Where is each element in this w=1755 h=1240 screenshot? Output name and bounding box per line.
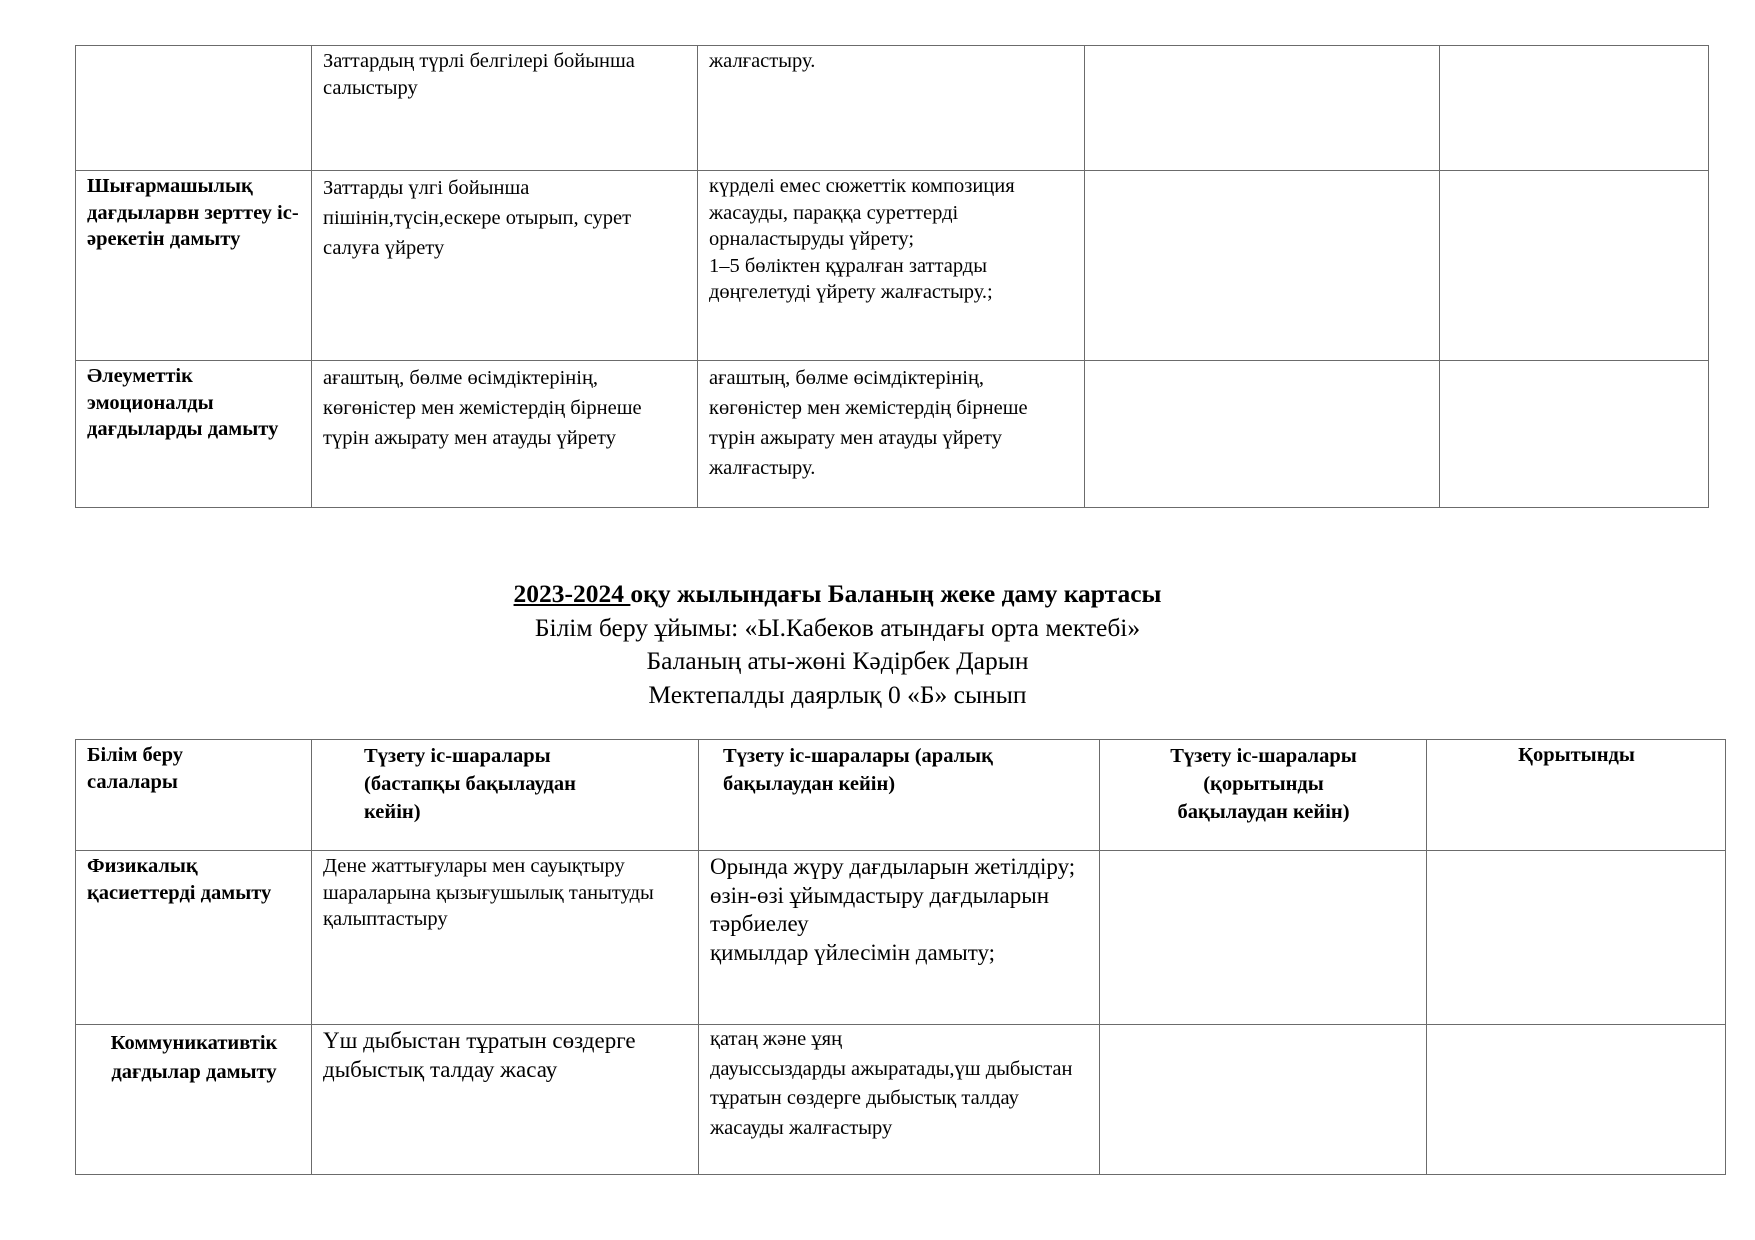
title-text: оқу жылындағы Баланың жеке даму картасы [630, 579, 1162, 608]
final-measures-cell [1085, 46, 1440, 171]
table-row [76, 1025, 1726, 1175]
document-title [0, 577, 1675, 611]
table-row [76, 851, 1726, 1025]
interim-measures-cell: күрделі емес сюжеттік композиция жасауды, параққа суреттерді орналастыруды үйрету; 1–5 бөліктен құралған заттарды дөңгелетуді үйрету жалғастыру.; [698, 171, 1085, 361]
document-title-block [0, 577, 1675, 711]
academic-year: 2023-2024 [513, 579, 631, 608]
initial-measures-cell: Заттарды үлгі бойынша пішінін,түсін,ескере отырып, сурет салуға үйрету [312, 171, 698, 361]
child-name-line: Баланың аты-жөні Кәдірбек Дарын [646, 646, 1029, 675]
header-initial-measures: Түзету іс-шаралары (бастапқы бақылаудан кейін) [312, 740, 699, 851]
final-measures-cell [1085, 361, 1440, 508]
class-line: Мектепалды даярлық 0 «Б» сынып [648, 679, 1027, 709]
area-cell: Коммуникативтік дағдылар дамыту [76, 1025, 312, 1175]
conclusion-cell [1440, 171, 1709, 361]
header-conclusion: Қорытынды [1427, 740, 1726, 851]
area-cell: Шығармашылық дағдыларвн зерттеу іс-әрекетін дамыту [76, 171, 312, 361]
header-area: Білім беру салалары [76, 740, 312, 851]
interim-measures-cell: қатаң және ұяң дауыссыздарды ажыратады,үш дыбыстан тұратын сөздерге дыбыстық талдау жасауды жалғастыру [699, 1025, 1100, 1175]
organization-line: Білім беру ұйымы: «Ы.Кабеков атындағы орта мектебі» [534, 612, 1141, 642]
header-interim-measures: Түзету іс-шаралары (аралық бақылаудан кейін) [699, 740, 1100, 851]
area-cell: Физикалық қасиеттерді дамыту [76, 851, 312, 1025]
initial-measures-cell: Үш дыбыстан тұратын сөздерге дыбыстық талдау жасау [312, 1025, 699, 1175]
area-cell: Әлеуметтік эмоционалды дағдыларды дамыту [76, 361, 312, 508]
initial-measures-cell: ағаштың, бөлме өсімдіктерінің, көгөністер мен жемістердің бірнеше түрін ажырату мен атауды үйрету [312, 361, 698, 508]
table-row [76, 171, 1709, 361]
interim-measures-cell: жалғастыру. [698, 46, 1085, 171]
table-row [76, 46, 1709, 171]
conclusion-cell [1440, 46, 1709, 171]
area-cell [76, 46, 312, 171]
conclusion-cell [1440, 361, 1709, 508]
initial-measures-cell: Дене жаттығулары мен сауықтыру шараларына қызығушылық танытуды қалыптастыру [312, 851, 699, 1025]
table-header-row [76, 740, 1726, 851]
final-measures-cell [1100, 1025, 1427, 1175]
final-measures-cell [1100, 851, 1427, 1025]
initial-measures-cell: Заттардың түрлі белгілері бойынша салыстыру [312, 46, 698, 171]
development-table-continued [75, 45, 1709, 508]
development-card-table [75, 739, 1726, 1175]
interim-measures-cell: Орында жүру дағдыларын жетілдіру; өзін-өзі ұйымдастыру дағдыларын тәрбиелеу қимылдар үйлесімін дамыту; [699, 851, 1100, 1025]
final-measures-cell [1085, 171, 1440, 361]
conclusion-cell [1427, 851, 1726, 1025]
table-row [76, 361, 1709, 508]
header-final-measures: Түзету іс-шаралары (қорытынды бақылаудан кейін) [1100, 740, 1427, 851]
interim-measures-cell: ағаштың, бөлме өсімдіктерінің, көгөністер мен жемістердің бірнеше түрін ажырату мен атауды үйрету жалғастыру. [698, 361, 1085, 508]
conclusion-cell [1427, 1025, 1726, 1175]
